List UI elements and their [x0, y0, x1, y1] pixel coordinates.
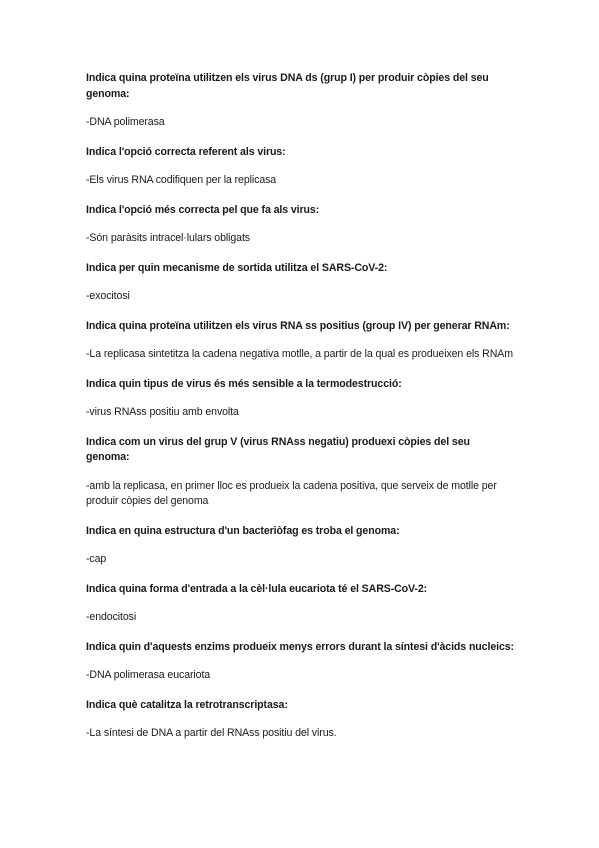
answer-text: -endocitosi — [86, 611, 137, 623]
answer-text: -Els virus RNA codifiquen per la replicasa — [86, 174, 277, 186]
question-text: Indica quin tipus de virus és més sensible a la termodestrucció: — [86, 377, 402, 390]
qa-item — [86, 71, 516, 131]
question-text: Indica què catalitza la retrotranscriptasa: — [86, 698, 288, 711]
qa-item — [86, 524, 516, 568]
question-text: Indica quin d'aquests enzims produeix menys errors durant la síntesi d'àcids nucleics: — [86, 640, 514, 653]
qa-item — [86, 319, 516, 363]
qa-item — [86, 377, 516, 421]
question-text: Indica quina proteïna utilitzen els virus RNA ss positius (group IV) per generar RNAm: — [86, 319, 510, 332]
answer-text: -DNA polimerasa eucariota — [86, 669, 211, 681]
qa-item — [86, 203, 516, 247]
qa-item — [86, 582, 516, 626]
question-text: Indica l'opció més correcta pel que fa als virus: — [86, 203, 320, 216]
answer-text: -virus RNAss positiu amb envolta — [86, 406, 239, 418]
answer-text: -cap — [86, 553, 107, 565]
qa-item — [86, 435, 516, 510]
answer-text: -La síntesi de DNA a partir del RNAss positiu del virus. — [86, 727, 337, 739]
question-text: Indica l'opció correcta referent als virus: — [86, 145, 286, 158]
answer-text: -amb la replicasa, en primer lloc es produeix la cadena positiva, que serveix de motlle per produir còpies del genoma — [86, 479, 497, 507]
qa-item — [86, 640, 516, 684]
answer-text: -La replicasa sintetitza la cadena negativa motlle, a partir de la qual es produeixen els RNAm — [86, 348, 513, 360]
answer-text: -Són paràsits intracel·lulars obligats — [86, 232, 251, 244]
answer-text: -exocitosi — [86, 290, 130, 302]
question-text: Indica per quin mecanisme de sortida utilitza el SARS-CoV-2: — [86, 261, 388, 274]
answer-text: -DNA polimerasa — [86, 116, 165, 128]
document-body — [86, 71, 516, 756]
qa-item — [86, 145, 516, 189]
question-text: Indica en quina estructura d'un bacteriòfag es troba el genoma: — [86, 524, 400, 537]
qa-item — [86, 261, 516, 305]
qa-item — [86, 698, 516, 742]
question-text: Indica quina proteïna utilitzen els virus DNA ds (grup I) per produir còpies del seu genoma: — [86, 72, 489, 100]
question-text: Indica com un virus del grup V (virus RNAss negatiu) produexi còpies del seu genoma: — [86, 435, 470, 463]
question-text: Indica quina forma d'entrada a la cèl·lula eucariota té el SARS-CoV-2: — [86, 582, 428, 595]
